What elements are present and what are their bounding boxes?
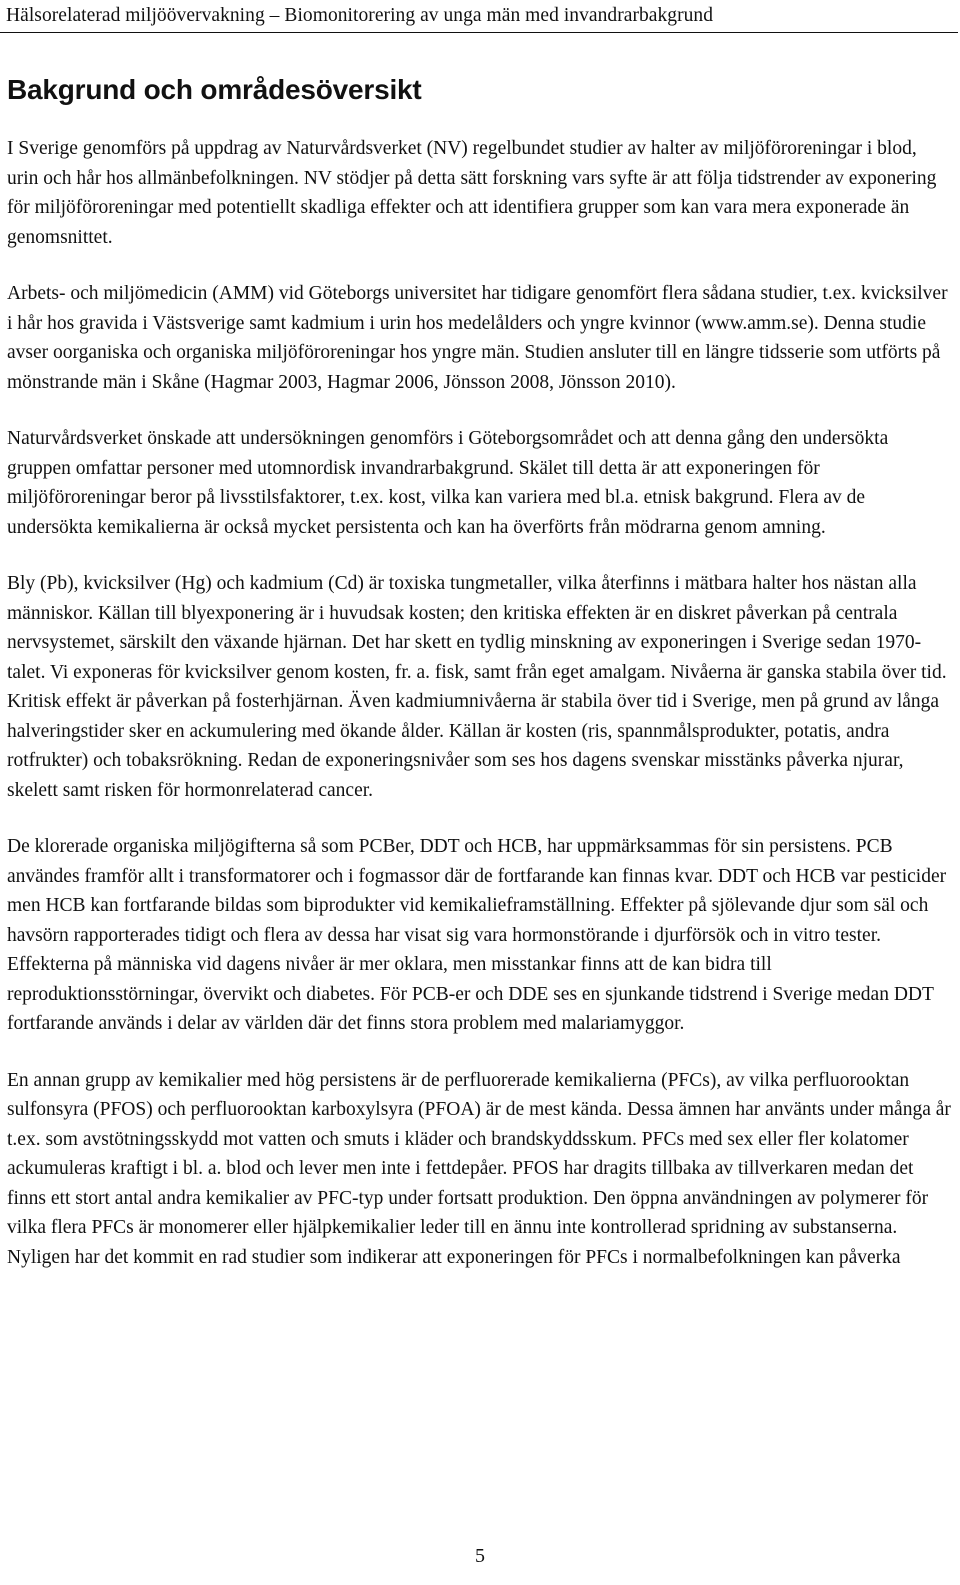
paragraph: Arbets- och miljömedicin (AMM) vid Göteborgs universitet har tidigare genomfört flera sådana studier, t.ex. kvicksilver i hår hos gravida i Västsverige samt kadmium i urin hos medelålders och yngre kvinnor (www.amm.se). Denna studie avser oorganiska och organiska miljöföroreningar hos yngre män. Studien ansluter till en längre tidsserie som utförts på mönstrande män i Skåne (Hagmar 2003, Hagmar 2006, Jönsson 2008, Jönsson 2010). xyxy=(7,283,948,393)
running-header: Hälsorelaterad miljöövervakning – Biomonitorering av unga män med invandrarbakgrund xyxy=(6,5,714,26)
paragraph: En annan grupp av kemikalier med hög persistens är de perfluorerade kemikalierna (PFCs), av vilka perfluorooktan sulfonsyra (PFOS) och perfluorooktan karboxylsyra (PFOA) är de mest kända. Dessa ämnen har använts under många år t.ex. som avstötningsskydd mot vatten och smuts i kläder och brandskyddsskum. PFCs med sex eller fler kolatomer ackumuleras kraftigt i bl. a. blod och lever men inte i fettdepåer. PFOS har dragits tillbaka av tillverkaren medan det finns ett stort antal andra kemikalier av PFC-typ under fortsatt produktion. Den öppna användningen av polymerer för vilka flera PFCs är monomerer eller hjälpkemikalier leder till en ännu inte kontrollerad spridning av substanserna. Nyligen har det kommit en rad studier som indikerar att exponeringen för PFCs i normalbefolkningen kan påverka xyxy=(7,1069,951,1268)
header-divider xyxy=(0,32,958,33)
page-number: 5 xyxy=(475,1545,485,1567)
section-heading: Bakgrund och områdesöversikt xyxy=(7,74,422,105)
body-text xyxy=(7,134,951,1299)
paragraph: De klorerade organiska miljögifterna så som PCBer, DDT och HCB, har uppmärksammas för sin persistens. PCB användes framför allt i transformatorer och i fogmassor där de fortfarande kan finnas kvar. DDT och HCB var pesticider men HCB kan fortfarande bildas som biprodukter vid kemikalieframställning. Effekter på sjölevande djur som säl och havsörn rapporterades tidigt och flera av dessa har visat sig vara hormonstörande i djurförsök och in vitro tester. Effekterna på människa vid dagens nivåer är mer oklara, men misstankar finns att de kan bidra till reproduktionsstörningar, övervikt och diabetes. För PCB-er och DDE ses en sjunkande tidstrend i Sverige medan DDT fortfarande används i delar av världen där det finns stora problem med malariamyggor. xyxy=(7,836,947,1034)
paragraph: Bly (Pb), kvicksilver (Hg) och kadmium (Cd) är toxiska tungmetaller, vilka återfinns i mätbara halter hos nästan alla människor. Källan till blyexponering är i huvudsak kosten; den kritiska effekten är en diskret påverkan på centrala nervsystemet, särskilt den växande hjärnan. Det har skett en tydlig minskning av exponeringen i Sverige sedan 1970-talet. Vi exponeras för kvicksilver genom kosten, fr. a. fisk, samt från eget amalgam. Nivåerna är ganska stabila över tid. Kritisk effekt är påverkan på fosterhjärnan. Även kadmiumnivåerna är stabila över tid i Sverige, men på grund av långa halveringstider sker en ackumulering med ökande ålder. Källan är kosten (ris, spannmålsprodukter, potatis, andra rotfrukter) och tobaksrökning. Redan de exponeringsnivåer som ses hos dagens svenskar misstänks påverka njurar, skelett samt risken för hormonrelaterad cancer. xyxy=(7,573,947,801)
paragraph: I Sverige genomförs på uppdrag av Naturvårdsverket (NV) regelbundet studier av halter av miljöföroreningar i blod, urin och hår hos allmänbefolkningen. NV stödjer på detta sätt forskning vars syfte är att följa tidstrender av exponering för miljöföroreningar med potentiellt skadliga effekter och att identifiera grupper som kan vara mera exponerade än genomsnittet. xyxy=(7,138,937,248)
paragraph: Naturvårdsverket önskade att undersökningen genomförs i Göteborgsområdet och att denna gång den undersökta gruppen omfattar personer med utomnordisk invandrarbakgrund. Skälet till detta är att exponeringen för miljöföroreningar beror på livsstilsfaktorer, t.ex. kost, vilka kan variera med bl.a. etnisk bakgrund. Flera av de undersökta kemikalierna är också mycket persistenta och kan ha överförts från mödrarna genom amning. xyxy=(7,428,889,538)
